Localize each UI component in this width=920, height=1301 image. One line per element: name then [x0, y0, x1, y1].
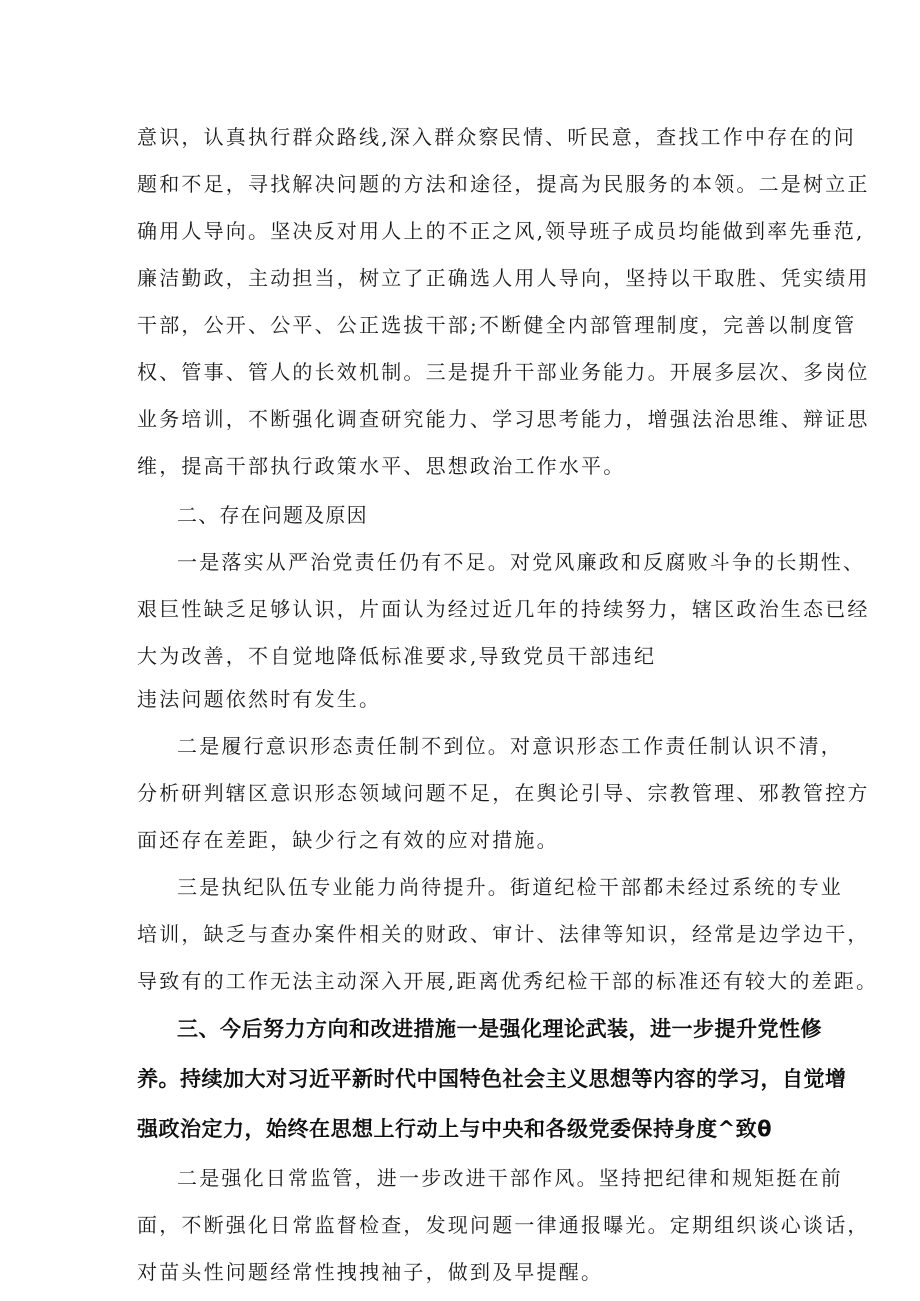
bold-heading-line: 强政治定力，始终在思想上行动上与中央和各级党委保持身度^致θ	[137, 1117, 773, 1141]
text-line: 面还存在差距，缺少行之有效的应对措施。	[137, 828, 559, 852]
text-line: 三是执纪队伍专业能力尚待提升。街道纪检干部都未经过系统的专业	[177, 875, 843, 899]
text-line: 导致有的工作无法主动深入开展,距离优秀纪检干部的标准还有较大的差距。	[137, 969, 879, 993]
bold-heading-line: 养。持续加大对习近平新时代中国特色社会主义思想等内容的学习，自觉增	[137, 1067, 847, 1091]
text-line: 业务培训，不断强化调查研究能力、学习思考能力，增强法治思维、辩证思	[137, 407, 870, 431]
text-line: 面，不断强化日常监督检查，发现问题一律通报曝光。定期组织谈心谈话，	[137, 1213, 870, 1237]
text-line: 干部，公开、公平、公正选拔干部;不断健全内部管理制度，完善以制度管	[137, 313, 857, 337]
text-line: 培训，缺乏与查办案件相关的财政、审计、法律等知识，经常是边学边干，	[137, 922, 870, 946]
text-line: 违法问题依然时有发生。	[137, 687, 382, 711]
bold-heading-line: 三、今后努力方向和改进措施一是强化理论武装，进一步提升党性修	[177, 1017, 822, 1041]
text-line: 一是落实从严治党责任仍有不足。对党风廉政和反腐败斗争的长期性、	[177, 550, 866, 574]
text-line: 权、管事、管人的长效机制。三是提升干部业务能力。开展多层次、多岗位	[137, 360, 870, 384]
text-line: 二是履行意识形态责任制不到位。对意识形态工作责任制认识不清，	[177, 734, 843, 758]
text-line: 意识，认真执行群众路线,深入群众察民情、听民意，查找工作中存在的问	[137, 125, 856, 149]
text-line: 确用人导向。坚决反对用人上的不正之风,领导班子成员均能做到率先垂范,	[137, 219, 865, 243]
text-line: 维，提高干部执行政策水平、思想政治工作水平。	[137, 454, 626, 478]
text-line: 廉洁勤政，主动担当，树立了正确选人用人导向，坚持以干取胜、凭实绩用	[137, 266, 870, 290]
text-line: 大为改善，不自觉地降低标准要求,导致党员干部违纪	[137, 644, 657, 668]
text-line: 艰巨性缺乏足够认识，片面认为经过近几年的持续努力，辖区政治生态已经	[137, 597, 870, 621]
text-line: 题和不足，寻找解决问题的方法和途径，提高为民服务的本领。二是树立正	[137, 172, 870, 196]
text-line: 对苗头性问题经常性拽拽袖子，做到及早提醒。	[137, 1260, 604, 1284]
text-line: 二是强化日常监管，进一步改进干部作风。坚持把纪律和规矩挺在前	[177, 1166, 843, 1190]
section-heading: 二、存在问题及原因	[177, 503, 368, 527]
text-line: 分析研判辖区意识形态领域问题不足，在舆论引导、宗教管理、邪教管控方	[137, 781, 870, 805]
